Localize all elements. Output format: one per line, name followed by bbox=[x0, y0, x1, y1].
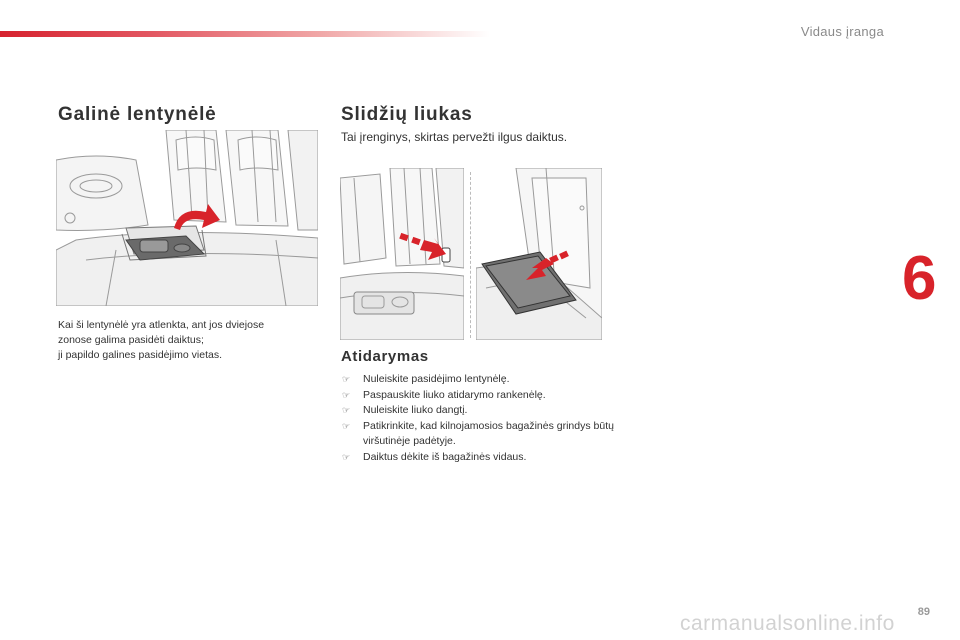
paragraph-line: Kai ši lentynėlė yra atlenkta, ant jos dviejose bbox=[58, 319, 265, 331]
opening-steps-list bbox=[341, 372, 621, 465]
pointer-bullet-icon: ☞ bbox=[342, 420, 351, 431]
paragraph-line: zonose galima pasidėti daiktus; bbox=[58, 334, 204, 346]
list-item bbox=[341, 419, 621, 450]
pointer-bullet-icon: ☞ bbox=[342, 389, 351, 400]
rear-armrest-illustration bbox=[56, 130, 318, 306]
pointer-bullet-icon: ☞ bbox=[342, 405, 351, 415]
list-item bbox=[341, 388, 621, 404]
ski-hatch-intro: Tai įrenginys, skirtas pervežti ilgus daiktus. bbox=[341, 130, 568, 144]
paragraph-line: ji papildo galines pasidėjimo vietas. bbox=[58, 349, 223, 361]
watermark: carmanualsonline.info bbox=[680, 612, 895, 635]
step-text: Patikrinkite, kad kilnojamosios bagažinės grindys būtų viršutinėje padėtyje. bbox=[363, 419, 614, 447]
rear-armrest-description bbox=[58, 318, 308, 363]
pointer-bullet-icon: ☞ bbox=[342, 374, 351, 384]
rear-armrest-title: Galinė lentynėlė bbox=[58, 104, 217, 125]
page-number: 89 bbox=[917, 606, 930, 618]
pointer-bullet-icon: ☞ bbox=[342, 451, 351, 462]
ski-hatch-illustration-trunk bbox=[476, 168, 602, 340]
opening-subheading: Atidarymas bbox=[341, 348, 429, 365]
header-accent-bar bbox=[0, 31, 490, 37]
ski-hatch-title: Slidžių liukas bbox=[341, 104, 473, 125]
ski-hatch-illustration-seats bbox=[340, 168, 464, 340]
step-text: Nuleiskite liuko dangtį. bbox=[363, 404, 468, 416]
step-text: Daiktus dėkite iš bagažinės vidaus. bbox=[363, 450, 527, 463]
list-item bbox=[341, 372, 621, 388]
list-item bbox=[341, 403, 621, 419]
list-item bbox=[341, 450, 621, 466]
section-title: Vidaus įranga bbox=[800, 24, 884, 39]
illustration-divider bbox=[470, 172, 471, 338]
step-text: Paspauskite liuko atidarymo rankenėlę. bbox=[363, 388, 546, 401]
chapter-number: 6 bbox=[902, 244, 937, 313]
step-text: Nuleiskite pasidėjimo lentynėlę. bbox=[363, 373, 510, 385]
